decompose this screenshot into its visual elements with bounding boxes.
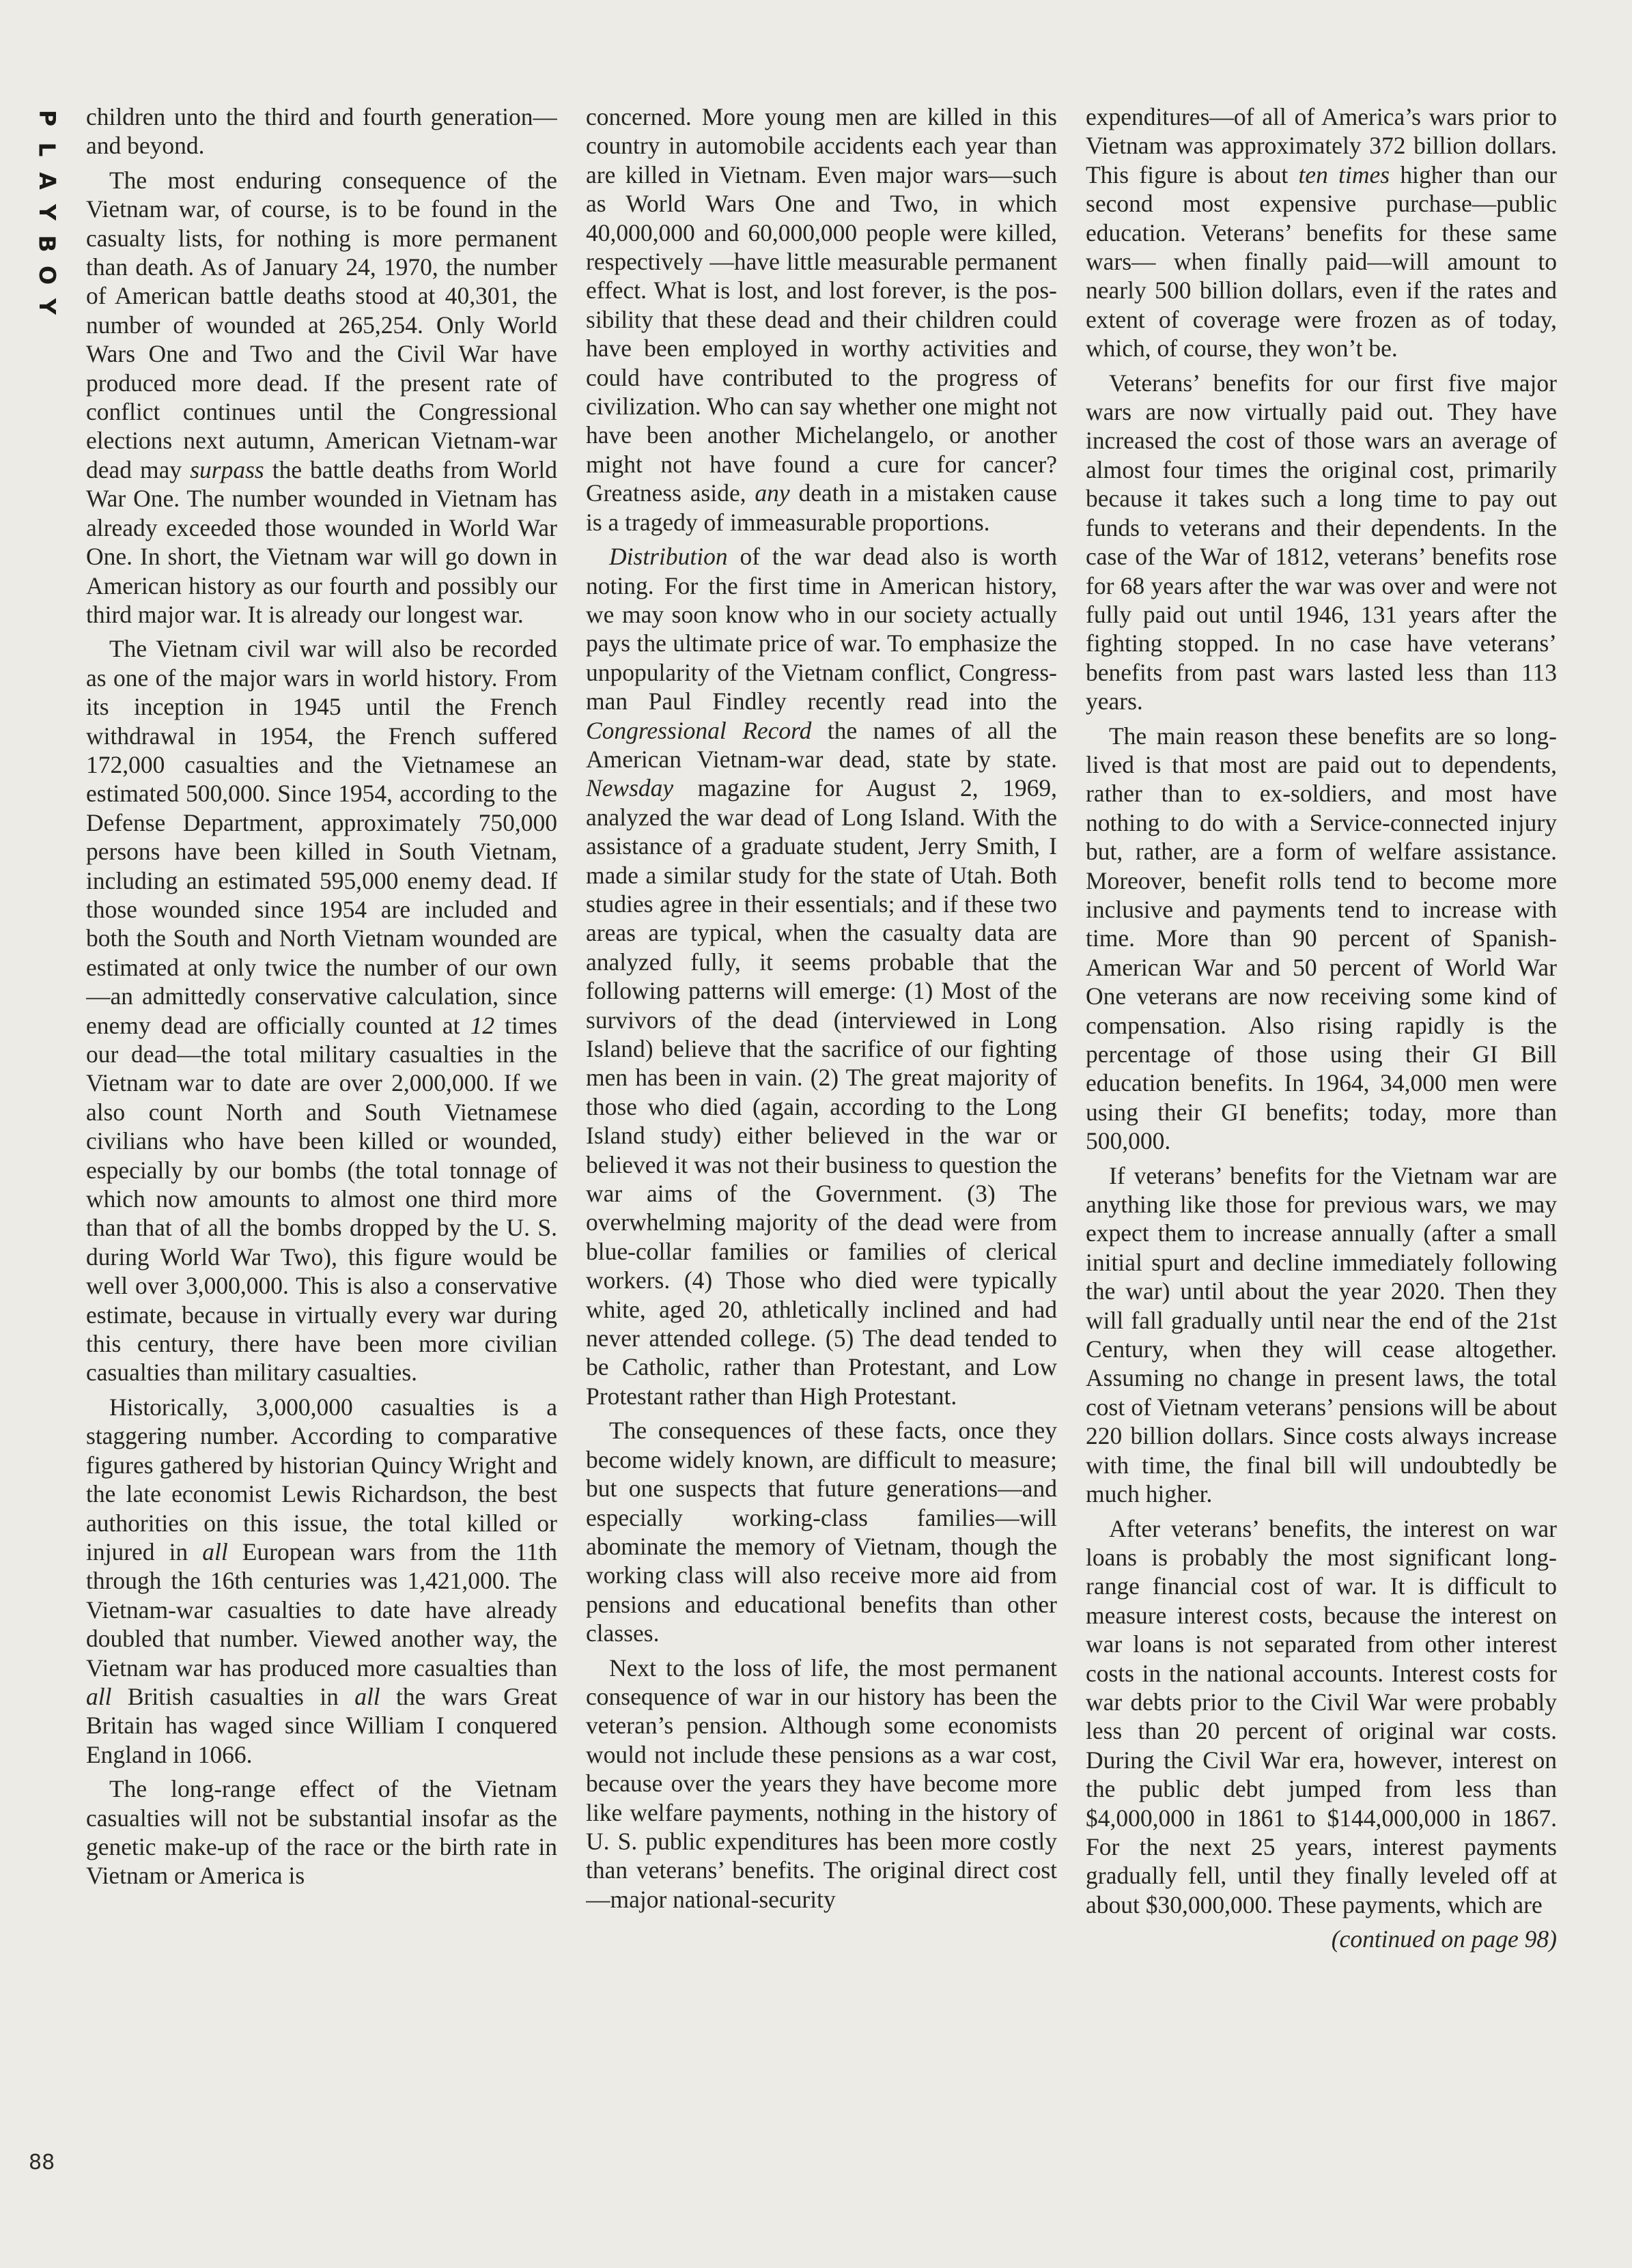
paragraph: The Vietnam civil war will also be recorded as one of the major wars in world history. From its inception in 1945 until the French withdrawal in 1954, the French suffered 172,000 casualties and the Vietnamese an estimated 500,000. Since 1954, according to the Defense Department, approximately 750,000 persons have been killed in South Vietnam, including an estimated 595,000 enemy dead. If those wounded since 1954 are included and both the South and North Vietnam wounded are estimated at only twice the number of our own—an admittedly conservative calculation, since enemy dead are officially counted at 12 times our dead—the total military casualties in the Vietnam war to date are over 2,000,000. If we also count North and South Vietnamese civilians who have been killed or wounded, especially by our bombs (the total tonnage of which now amounts to almost one third more than that of all the bombs dropped by the U. S. during World War Two), this figure would be well over 3,000,000. This is also a conservative estimate, because in virtually every war during this century, there have been more civilian casualties than military casualties. [86,635,557,1387]
paragraph: If veterans’ benefits for the Vietnam war are anything like those for previous wars, we may expect them to increase annually (after a small initial spurt and decline immediately following the war) until about the year 2020. Then they will fall gradually until near the end of the 21st Century, when they will cease altogether. Assuming no change in present laws, the total cost of Vietnam veterans’ pensions will be about 220 billion dollars. Since costs always increase with time, the final bill will undoubtedly be much higher. [1086,1161,1557,1508]
masthead-letter: P [34,109,61,127]
text-column-1 [86,102,557,2171]
text-column-2 [586,102,1057,2171]
paragraph: Historically, 3,000,000 casualties is a staggering number. According to comparative figures gathered by historian Quincy Wright and the late economist Lewis Richardson, the best authorities on this issue, the total killed or injured in all European wars from the 11th through the 16th centuries was 1,421,000. The Vietnam-war casualties to date have already doubled that number. Viewed another way, the Vietnam war has produced more casualties than all British casualties in all the wars Great Britain has waged since William I conquered England in 1066. [86,1393,557,1768]
paragraph: The most enduring consequence of the Vietnam war, of course, is to be found in the casualty lists, for nothing is more permanent than death. As of January 24, 1970, the number of American battle deaths stood at 40,301, the number of wounded at 265,254. Only World Wars One and Two and the Civil War have produced more dead. If the present rate of conflict continues until the Congressional elections next autumn, American Vietnam-war dead may surpass the battle deaths from World War One. The number wounded in Vietnam has already exceeded those wounded in World War One. In short, the Vietnam war will go down in American history as our fourth and possibly our third major war. It is already our longest war. [86,166,557,628]
paragraph: Next to the loss of life, the most permanent consequence of war in our history has been the veteran’s pension. Although some economists would not include these pensions as a war cost, because over the years they have become more like welfare payments, nothing in the history of U. S. public expenditures has been more costly than veterans’ benefits. The original direct cost—major national-security [586,1654,1057,1913]
paragraph: expenditures—of all of America’s wars prior to Vietnam was approximately 372 billion dollars. This figure is about ten times higher than our second most expensive purchase—public education. Veterans’ benefits for these same wars— when finally paid—will amount to nearly 500 billion dollars, even if the rates and extent of coverage were frozen as of today, which, of course, they won’t be. [1086,103,1557,363]
paragraph: concerned. More young men are killed in this country in automobile accidents each year than are killed in Vietnam. Even major wars—such as World Wars One and Two, in which 40,000,000 and 60,000,000 people were killed, respectively —have little measurable permanent effect. What is lost, and lost forever, is the possibility that these dead and their children could have been employed in worthy activities and could have contributed to the progress of civilization. Who can say whether one might not have been another Michelangelo, or another might not have found a cure for cancer? Greatness aside, any death in a mistaken cause is a tragedy of immeasurable proportions. [586,103,1057,536]
paragraph: The main reason these benefits are so long-lived is that most are paid out to dependents, rather than to ex-soldiers, and most have nothing to do with a Service-connected injury but, rather, are a form of welfare assistance. Moreover, benefit rolls tend to become more inclusive and payments tend to increase with time. More than 90 percent of Spanish-American War and 50 percent of World War One veterans are now receiving some kind of compensation. Also rising rapidly is the percentage of those using their GI Bill education benefits. In 1964, 34,000 men were using their GI benefits; today, more than 500,000. [1086,722,1557,1155]
masthead-letter: Y [34,298,61,315]
masthead-letter: A [33,172,61,190]
paragraph: The long-range effect of the Vietnam casualties will not be substantial insofar as the genetic make-up of the race or the birth rate in Vietnam or America is [86,1775,557,1890]
masthead-letter: O [34,265,61,285]
continued-note: (continued on page 98) [1331,1925,1557,1953]
paragraph: Veterans’ benefits for our first five major wars are now virtually paid out. They have increased the cost of those wars an average of almost four times the original cost, primarily because it takes such a long time to pay out funds to veterans and their dependents. In the case of the War of 1812, veterans’ benefits rose for 68 years after the war was over and were not fully paid out until 1946, 131 years after the fighting stopped. In no case have veterans’ benefits from past wars lasted less than 113 years. [1086,369,1557,715]
paragraph: children unto the third and fourth generation—and beyond. [86,103,557,160]
masthead-letter: Y [34,204,61,221]
text-column-3 [1086,102,1557,2171]
masthead-letter: B [34,235,61,253]
paragraph: After veterans’ benefits, the interest on war loans is probably the most significant long-range financial cost of war. It is difficult to measure interest costs, because the interest on war loans is not separated from other interest costs in the national accounts. Interest costs for war debts prior to the Civil War were probably less than 20 percent of original war costs. During the Civil War era, however, interest on the public debt jumped from less than $4,000,000 in 1861 to $144,000,000 in 1867. For the next 25 years, interest payments gradually fell, until they finally leveled off at about $30,000,000. These payments, which are [1086,1514,1557,1918]
masthead-letter: L [34,142,61,157]
paragraph: Distribution of the war dead also is worth noting. For the first time in American history, we may soon know who in our society actually pays the ultimate price of war. To emphasize the unpopularity of the Vietnam conflict, Congressman Paul Findley recently read into the Congressional Record the names of all the American Vietnam-war dead, state by state. Newsday magazine for August 2, 1969, analyzed the war dead of Long Island. With the assistance of a graduate student, Jerry Smith, I made a similar study for the state of Utah. Both studies agree in their essentials; and if these two areas are typical, when the casualty data are analyzed fully, it seems probable that the following patterns will emerge: (1) Most of the survivors of the dead (interviewed in Long Island) believe that the sacrifice of our fighting men has been in vain. (2) The great majority of those who died (again, according to the Long Island study) either believed in the war or believed it was not their business to question the war aims of the Government. (3) The overwhelming majority of the dead were from blue-collar families or families of clerical workers. (4) Those who died were typically white, aged 20, athletically inclined and had never attended college. (5) The dead tended to be Catholic, rather than Protestant, and Low Protestant rather than High Protestant. [586,543,1057,1410]
page-number: 88 [29,2151,55,2174]
playboy-masthead [33,102,61,322]
paragraph: The consequences of these facts, once they become widely known, are difficult to measure; but one suspects that future generations—and especially working-class families—will abominate the memory of Vietnam, though the working class will also receive more aid from pensions and educational benefits than other classes. [586,1417,1057,1647]
